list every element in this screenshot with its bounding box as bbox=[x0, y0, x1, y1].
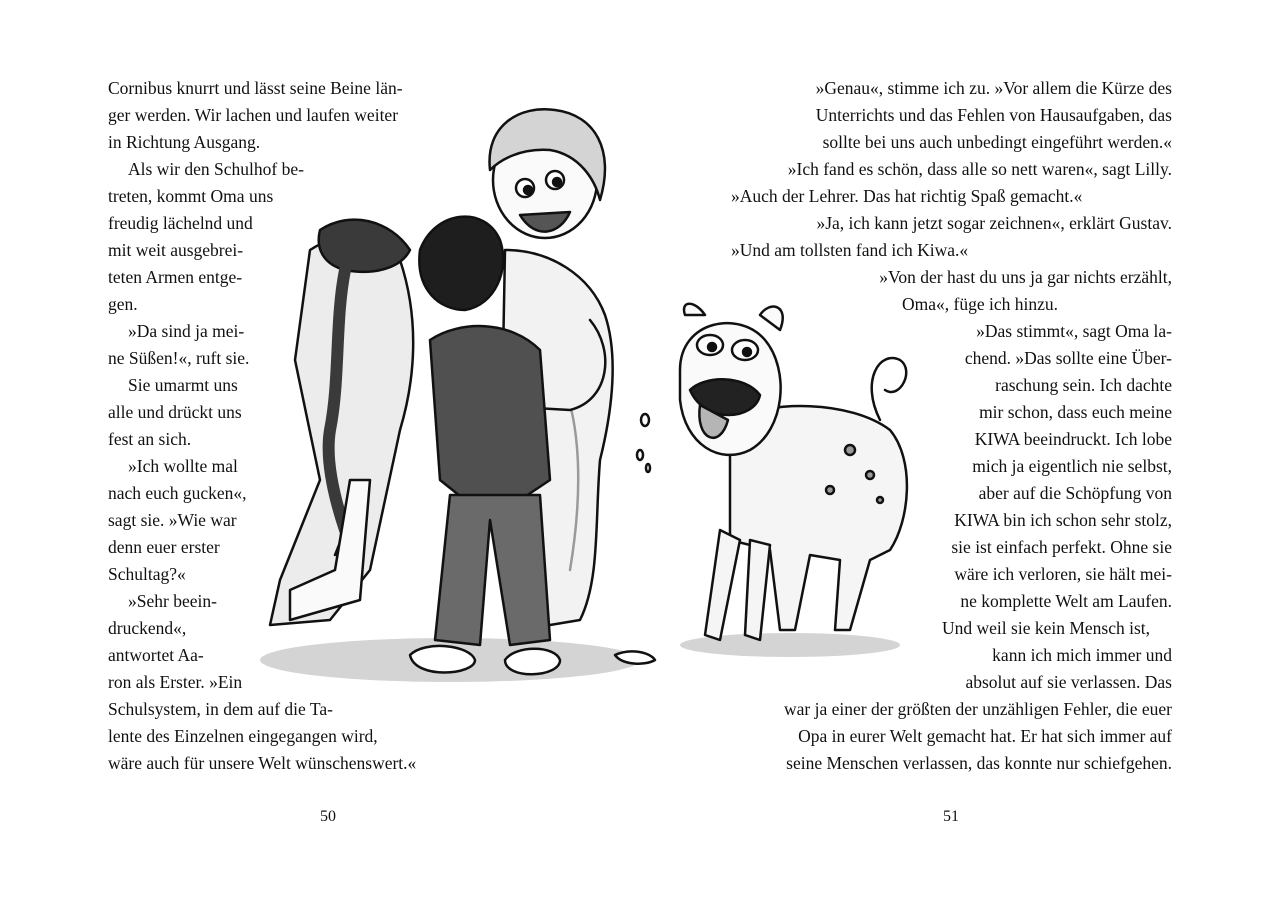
text-line: Unterrichts und das Fehlen von Hausaufgaben, das bbox=[815, 105, 1172, 125]
text-line: Oma«, füge ich hinzu. bbox=[902, 294, 1058, 314]
text-line: mit weit ausgebrei- bbox=[108, 240, 244, 260]
text-line: wäre auch für unsere Welt wünschenswert.« bbox=[108, 753, 417, 773]
text-line: treten, kommt Oma uns bbox=[108, 186, 274, 206]
page-number: 50 bbox=[320, 808, 336, 825]
text-line: sollte bei uns auch unbedingt eingeführt werden.« bbox=[822, 132, 1172, 152]
text-line: freudig lächelnd und bbox=[108, 213, 253, 233]
text-line: KIWA bin ich schon sehr stolz, bbox=[954, 510, 1172, 530]
text-line: nach euch gucken«, bbox=[108, 483, 247, 503]
text-line: ron als Erster. »Ein bbox=[108, 672, 243, 692]
text-line: mir schon, dass euch meine bbox=[979, 402, 1172, 422]
text-line: »Genau«, stimme ich zu. »Vor allem die Kürze des bbox=[815, 78, 1172, 98]
grandmother-hugging-children-illustration bbox=[270, 109, 613, 674]
text-line: Und weil sie kein Mensch ist, bbox=[942, 618, 1151, 638]
text-line: seine Menschen verlassen, das konnte nur schiefgehen. bbox=[786, 753, 1172, 773]
text-line: »Da sind ja mei- bbox=[128, 321, 245, 341]
text-line: Schultag?« bbox=[108, 564, 186, 584]
text-line: »Von der hast du uns ja gar nichts erzählt, bbox=[879, 267, 1172, 287]
text-line: wäre ich verloren, sie hält mei- bbox=[954, 564, 1172, 584]
text-line: aber auf die Schöpfung von bbox=[978, 483, 1172, 503]
text-line: war ja einer der größten der unzähligen Fehler, die euer bbox=[783, 699, 1172, 719]
illustration bbox=[250, 100, 930, 700]
ground-shadow bbox=[260, 633, 900, 682]
text-line: mich ja eigentlich nie selbst, bbox=[972, 456, 1172, 476]
text-line: absolut auf sie verlassen. Das bbox=[965, 672, 1172, 692]
page-number: 51 bbox=[943, 808, 959, 825]
text-line: fest an sich. bbox=[108, 429, 192, 449]
text-line: Sie umarmt uns bbox=[128, 375, 238, 395]
text-line: druckend«, bbox=[108, 618, 187, 638]
text-line: »Ich wollte mal bbox=[128, 456, 238, 476]
text-line: ne Süßen!«, ruft sie. bbox=[108, 348, 250, 368]
text-line: Cornibus knurrt und lässt seine Beine län- bbox=[108, 78, 403, 98]
text-line: sagt sie. »Wie war bbox=[108, 510, 237, 530]
text-line: Opa in eurer Welt gemacht hat. Er hat sich immer auf bbox=[798, 726, 1172, 746]
text-line: ger werden. Wir lachen und laufen weiter bbox=[108, 105, 399, 125]
text-line: sie ist einfach perfekt. Ohne sie bbox=[951, 537, 1172, 557]
text-line: Schulsystem, in dem auf die Ta- bbox=[108, 699, 333, 719]
text-line: teten Armen entge- bbox=[108, 267, 243, 287]
text-line: ne komplette Welt am Laufen. bbox=[960, 591, 1172, 611]
text-line: »Sehr beein- bbox=[128, 591, 217, 611]
text-line: »Ja, ich kann jetzt sogar zeichnen«, erklärt Gustav. bbox=[816, 213, 1172, 233]
text-line: alle und drückt uns bbox=[108, 402, 242, 422]
text-line: chend. »Das sollte eine Über- bbox=[964, 348, 1172, 368]
text-line: raschung sein. Ich dachte bbox=[995, 375, 1172, 395]
text-line: lente des Einzelnen eingegangen wird, bbox=[108, 726, 378, 746]
text-line: antwortet Aa- bbox=[108, 645, 204, 665]
pug-dog-illustration bbox=[615, 304, 907, 664]
text-line: KIWA beeindruckt. Ich lobe bbox=[974, 429, 1172, 449]
text-line: »Auch der Lehrer. Das hat richtig Spaß gemacht.« bbox=[731, 186, 1083, 206]
text-line: gen. bbox=[108, 294, 138, 314]
text-line: Als wir den Schulhof be- bbox=[128, 159, 304, 179]
text-line: kann ich mich immer und bbox=[992, 645, 1172, 665]
text-line: »Das stimmt«, sagt Oma la- bbox=[976, 321, 1172, 341]
text-line: »Ich fand es schön, dass alle so nett waren«, sagt Lilly. bbox=[787, 159, 1172, 179]
text-line: »Und am tollsten fand ich Kiwa.« bbox=[731, 240, 969, 260]
text-line: in Richtung Ausgang. bbox=[108, 132, 261, 152]
text-line: denn euer erster bbox=[108, 537, 220, 557]
